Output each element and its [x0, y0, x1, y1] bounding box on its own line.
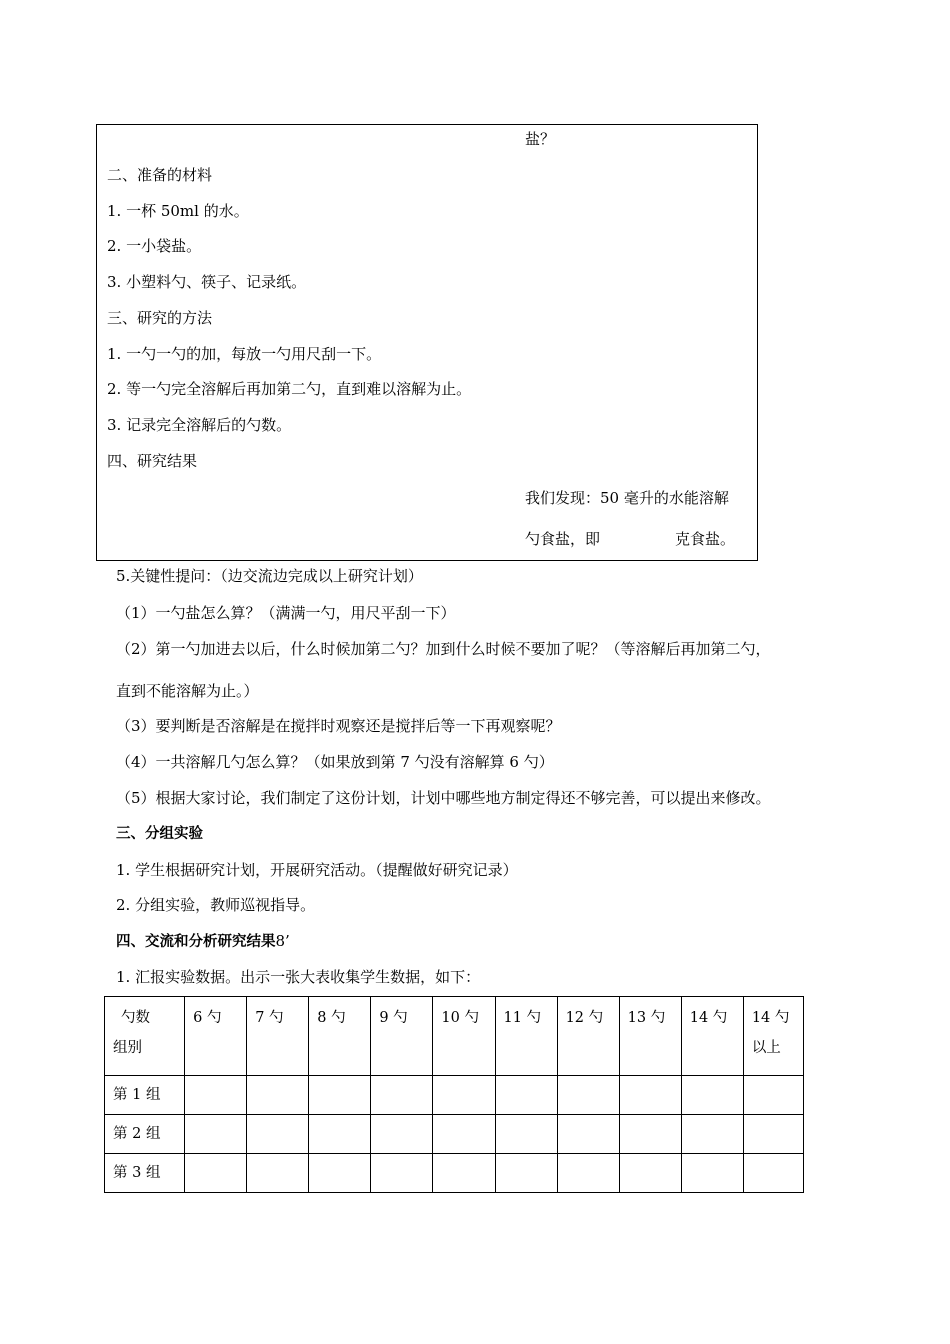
table-cell — [557, 1076, 619, 1115]
finding-line: 我们发现：50 毫升的水能溶解 — [525, 489, 729, 507]
column-header-last — [743, 997, 803, 1076]
table-cell — [681, 1115, 743, 1154]
key-question-intro: 5.关键性提问：（边交流边完成以上研究计划） — [116, 567, 423, 585]
table-row — [105, 1154, 804, 1193]
table-cell — [309, 1115, 371, 1154]
table-cell — [185, 1154, 247, 1193]
table-cell — [495, 1076, 557, 1115]
table-cell — [681, 1076, 743, 1115]
corner-cell — [105, 997, 185, 1076]
material-item: 3. 小塑料勺、筷子、记录纸。 — [107, 273, 307, 291]
column-header: 13 勺 — [619, 997, 681, 1076]
row-label: 第 1 组 — [105, 1076, 185, 1115]
table-cell — [743, 1154, 803, 1193]
column-header: 6 勺 — [185, 997, 247, 1076]
table-cell — [247, 1154, 309, 1193]
section-item: 1. 学生根据研究计划，开展研究活动。（提醒做好研究记录） — [116, 861, 518, 879]
question-item-continued: 直到不能溶解为止。） — [116, 682, 259, 700]
table-cell — [619, 1154, 681, 1193]
table-cell — [619, 1115, 681, 1154]
column-header-last-top: 14 勺 — [751, 1010, 790, 1026]
results-table — [104, 996, 804, 1193]
table-cell — [743, 1115, 803, 1154]
material-item: 2. 一小袋盐。 — [107, 237, 202, 255]
table-cell — [557, 1115, 619, 1154]
research-plan-box — [96, 124, 758, 561]
section-item: 2. 分组实验，教师巡视指导。 — [116, 896, 316, 914]
table-cell — [185, 1115, 247, 1154]
table-cell — [681, 1154, 743, 1193]
table-cell — [619, 1076, 681, 1115]
section-title: 四、交流和分析研究结果 — [116, 934, 276, 950]
table-cell — [495, 1154, 557, 1193]
question-item: （5）根据大家讨论，我们制定了这份计划，计划中哪些地方制定得还不够完善，可以提出来修改。 — [116, 789, 771, 807]
method-item: 2. 等一勺完全溶解后再加第二勺，直到难以溶解为止。 — [107, 380, 472, 398]
section-time: 8’ — [275, 932, 290, 950]
method-item: 1. 一勺一勺的加，每放一勺用尺刮一下。 — [107, 345, 382, 363]
method-item: 3. 记录完全溶解后的勺数。 — [107, 416, 292, 434]
section-result: 四、研究结果 — [107, 452, 198, 470]
table-row — [105, 1076, 804, 1115]
section-method: 三、研究的方法 — [107, 309, 213, 327]
corner-top: 勺数 — [121, 1010, 150, 1026]
question-item: （2）第一勺加进去以后，什么时候加第二勺？加到什么时候不要加了呢？（等溶解后再加第二勺， — [116, 640, 771, 658]
table-cell — [557, 1154, 619, 1193]
question-item: （3）要判断是否溶解是在搅拌时观察还是搅拌后等一下再观察呢？ — [116, 717, 561, 735]
question-item: （4）一共溶解几勺怎么算？（如果放到第 7 勺没有溶解算 6 勺） — [116, 753, 554, 771]
table-cell — [433, 1154, 495, 1193]
table-cell — [371, 1154, 433, 1193]
table-cell — [185, 1076, 247, 1115]
table-cell — [247, 1076, 309, 1115]
table-cell — [433, 1115, 495, 1154]
table-cell — [743, 1076, 803, 1115]
section-heading: 三、分组实验 — [116, 826, 203, 842]
top-fragment: 盐？ — [525, 130, 556, 148]
section-materials: 二、准备的材料 — [107, 166, 213, 184]
row-label: 第 3 组 — [105, 1154, 185, 1193]
table-cell — [247, 1115, 309, 1154]
table-cell — [371, 1115, 433, 1154]
table-cell — [433, 1076, 495, 1115]
section-item: 1. 汇报实验数据。出示一张大表收集学生数据，如下： — [116, 968, 481, 986]
column-header: 11 勺 — [495, 997, 557, 1076]
row-label: 第 2 组 — [105, 1115, 185, 1154]
column-header: 9 勺 — [371, 997, 433, 1076]
section-heading-4 — [116, 931, 290, 952]
table-row — [105, 1115, 804, 1154]
corner-bottom: 组别 — [113, 1040, 142, 1056]
column-header: 12 勺 — [557, 997, 619, 1076]
table-header-row — [105, 997, 804, 1076]
column-header: 7 勺 — [247, 997, 309, 1076]
column-header: 8 勺 — [309, 997, 371, 1076]
table-cell — [309, 1076, 371, 1115]
column-header: 10 勺 — [433, 997, 495, 1076]
table-cell — [371, 1076, 433, 1115]
question-item: （1）一勺盐怎么算？（满满一勺，用尺平刮一下） — [116, 604, 456, 622]
material-item: 1. 一杯 50ml 的水。 — [107, 202, 249, 220]
finding-blank-b: 克食盐。 — [675, 530, 736, 548]
finding-blank-a: 勺食盐，即 — [525, 530, 601, 548]
column-header-last-bottom: 以上 — [751, 1040, 781, 1056]
column-header: 14 勺 — [681, 997, 743, 1076]
table-cell — [309, 1154, 371, 1193]
table-cell — [495, 1115, 557, 1154]
